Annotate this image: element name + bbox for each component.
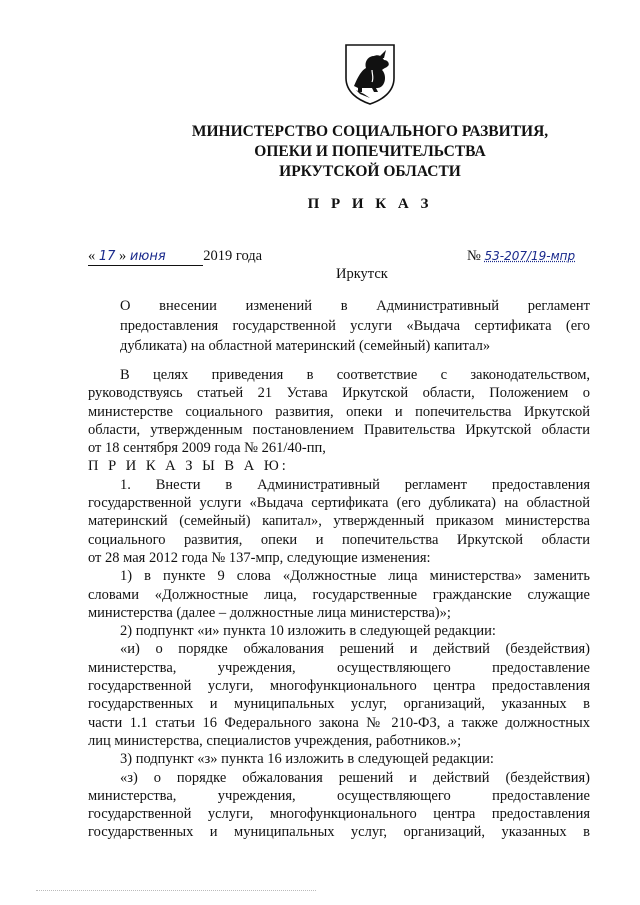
body-line: руководствуясь статьей 21 Устава Иркутской области, Положением о [88, 385, 590, 402]
order-number-handwritten: 53-207/19-мпр [484, 249, 576, 263]
body-line: области, утвержденным постановлением Правительства Иркутской области [88, 421, 590, 438]
date-day-handwritten: 17 [98, 249, 116, 264]
date-open-quote: « [88, 248, 96, 264]
body-line: 3) подпункт «з» пункта 16 изложить в следующей редакции: [120, 751, 494, 768]
ministry-name [160, 122, 580, 182]
date-close-quote: » [119, 248, 127, 264]
subject-line: предоставления государственной услуги «Выдача сертификата (его [120, 318, 590, 334]
body-line: государственной услуги «Выдача сертификата (его дубликата) на областной [88, 495, 590, 512]
number-sign: № [467, 248, 481, 264]
date-month-handwritten: июня [129, 249, 166, 264]
body-line: 1) в пункте 9 слова «Должностные лица министерства» заменить [120, 568, 590, 585]
body-line: 1. Внести в Административный регламент предоставления [120, 476, 590, 493]
body-line: В целях приведения в соответствие с законодательством, [120, 367, 590, 383]
body-line: части 1.1 статьи 16 Федерального закона № 210-ФЗ, а также должностных [88, 714, 590, 731]
order-directive-word: П Р И К А З Ы В А Ю: [88, 458, 289, 475]
body-line: министерства, учреждения, осуществляющего предоставление [88, 787, 590, 804]
body-line: от 28 мая 2012 года № 137-мпр, следующие изменения: [88, 549, 431, 566]
subject-line: дубликата) на областной материнский (семейный) капитал» [120, 338, 491, 354]
body-line: словами «Должностные лица, государственные гражданские служащие [88, 586, 590, 603]
body-line: государственной услуги, многофункционального центра предоставления [88, 678, 590, 695]
body-line: «з) о порядке обжалования решений и действий (бездействия) [120, 769, 590, 786]
body-line: министерстве социального развития, опеки и попечительства Иркутской [88, 403, 590, 420]
body-line: министерства (далее – должностные лица министерства)»; [88, 604, 451, 621]
ministry-line-2: ОПЕКИ И ПОПЕЧИТЕЛЬСТВА [254, 143, 486, 160]
body-line: 2) подпункт «и» пункта 10 изложить в следующей редакции: [120, 623, 496, 640]
order-number [467, 248, 575, 265]
body-line: государственных и муниципальных услуг, организаций, указанных в [88, 696, 590, 713]
ministry-line-1: МИНИСТЕРСТВО СОЦИАЛЬНОГО РАЗВИТИЯ, [191, 123, 549, 140]
coat-of-arms-emblem [342, 42, 398, 106]
body-line: лиц министерства, специалистов учреждения, работников.»; [88, 732, 462, 749]
body-line: от 18 сентября 2009 года № 261/40-пп, [88, 440, 326, 457]
body-line: социального развития, опеки и попечительства Иркутской области [88, 531, 590, 548]
page-bottom-edge [36, 890, 316, 891]
body-line: «и) о порядке обжалования решений и действий (бездействия) [120, 641, 590, 658]
order-date [88, 248, 262, 266]
subject-line: О внесении изменений в Административный регламент [120, 298, 590, 314]
date-field [88, 248, 203, 266]
body-line: государственной услуги, многофункционального центра предоставления [88, 806, 590, 823]
city-name: Иркутск [336, 266, 388, 282]
document-type-title: П Р И К А З [307, 196, 433, 212]
ministry-line-3: ИРКУТСКОЙ ОБЛАСТИ [279, 163, 461, 180]
order-subject [120, 296, 590, 356]
body-line: материнский (семейный) капитал», утвержденный приказом министерства [88, 513, 590, 530]
body-line: министерства, учреждения, осуществляющего предоставление [88, 659, 590, 676]
order-body [88, 366, 590, 842]
date-year: 2019 года [203, 248, 263, 264]
body-line: государственных и муниципальных услуг, организаций, указанных в [88, 824, 590, 841]
